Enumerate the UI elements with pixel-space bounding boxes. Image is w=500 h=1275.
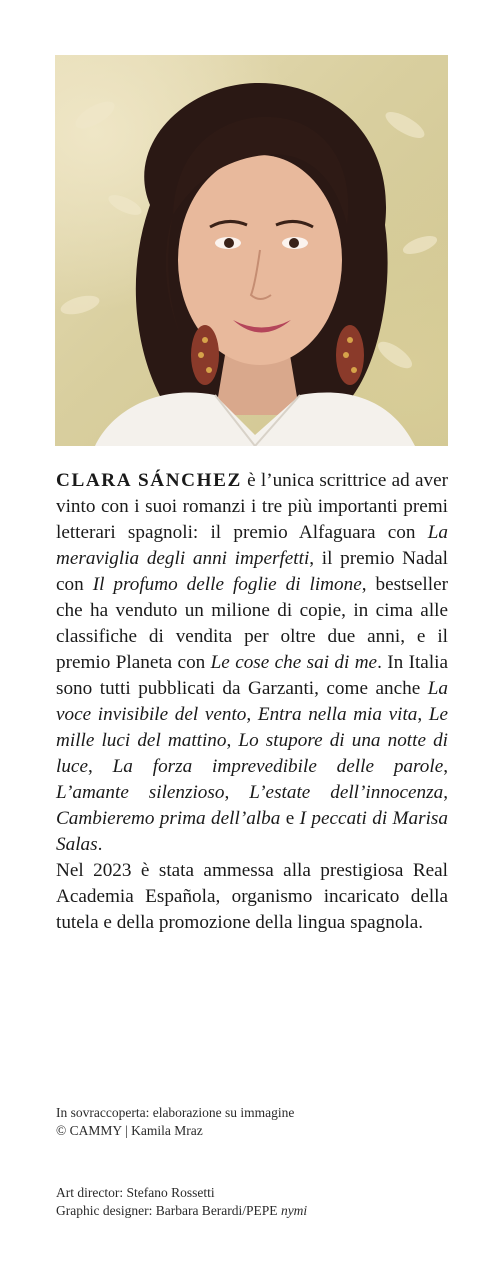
- photo-credit-line: © CAMMY | Kamila Mraz: [56, 1123, 203, 1138]
- bio-text: ,: [417, 704, 429, 725]
- book-title: L’amante silenzioso: [56, 782, 225, 803]
- art-director-credit: Art director: Stefano Rossetti: [56, 1185, 215, 1200]
- bio-text: . In Italia sono tutti pubblicati da Garzanti, come anche: [56, 652, 449, 699]
- graphic-designer-credit: [56, 1202, 448, 1220]
- book-title: La voce invisibile del vento: [56, 678, 448, 725]
- bio-text: ,: [443, 756, 449, 777]
- bio-text: .: [97, 834, 103, 855]
- bio-text: e: [280, 808, 300, 829]
- bio-text: è l’unica scrittrice ad aver vinto con i suoi romanzi i tre più importanti premi letterari spagnoli: il premio Alfaguara con: [56, 470, 448, 543]
- book-title: Le cose che sai di me: [210, 652, 378, 673]
- author-name: CLARA SÁNCHEZ: [56, 470, 242, 491]
- book-title: Cambieremo prima dell’alba: [56, 808, 281, 829]
- bio-text: , bestseller che ha venduto un milione di copie, in cima alle classifiche di vendita per oltre due anni, e il premio Planeta con: [56, 574, 448, 673]
- bio-text: ,: [246, 704, 258, 725]
- graphic-designer-name: Graphic designer: Barbara Berardi/PEPE: [56, 1203, 281, 1218]
- bio-paragraph-2: Nel 2023 è stata ammessa alla prestigiosa Real Academia Española, organismo incaricato della tutela e della promozione della lingua spagnola.: [56, 860, 448, 933]
- book-title: Le mille luci del mattino: [56, 704, 449, 751]
- staff-credits: [56, 1184, 448, 1220]
- book-title: Entra nella mia vita: [257, 704, 418, 725]
- author-portrait-illustration: [55, 55, 448, 446]
- cover-credit-line: In sovraccoperta: elaborazione su immagine: [56, 1105, 295, 1120]
- author-portrait: [55, 55, 448, 446]
- book-title: Il profumo delle foglie di limone: [92, 574, 362, 595]
- bio-text: , il premio Nadal con: [56, 548, 448, 595]
- book-title: Lo stupore di una notte di luce: [56, 730, 448, 777]
- graphic-designer-studio-suffix: nymi: [280, 1203, 308, 1218]
- author-bio: [56, 468, 448, 936]
- cover-credits: [56, 1104, 448, 1140]
- book-title: La forza imprevedibile delle parole: [112, 756, 444, 777]
- bio-text: ,: [87, 756, 113, 777]
- bio-paragraph-1: [56, 468, 448, 858]
- book-title: La meraviglia degli anni imperfetti: [56, 522, 448, 569]
- book-title: L’estate dell’innocenza: [249, 782, 444, 803]
- bio-text: ,: [443, 782, 448, 803]
- bio-text: ,: [226, 730, 239, 751]
- book-title: I peccati di Marisa Salas: [56, 808, 448, 855]
- bio-text: ,: [224, 782, 250, 803]
